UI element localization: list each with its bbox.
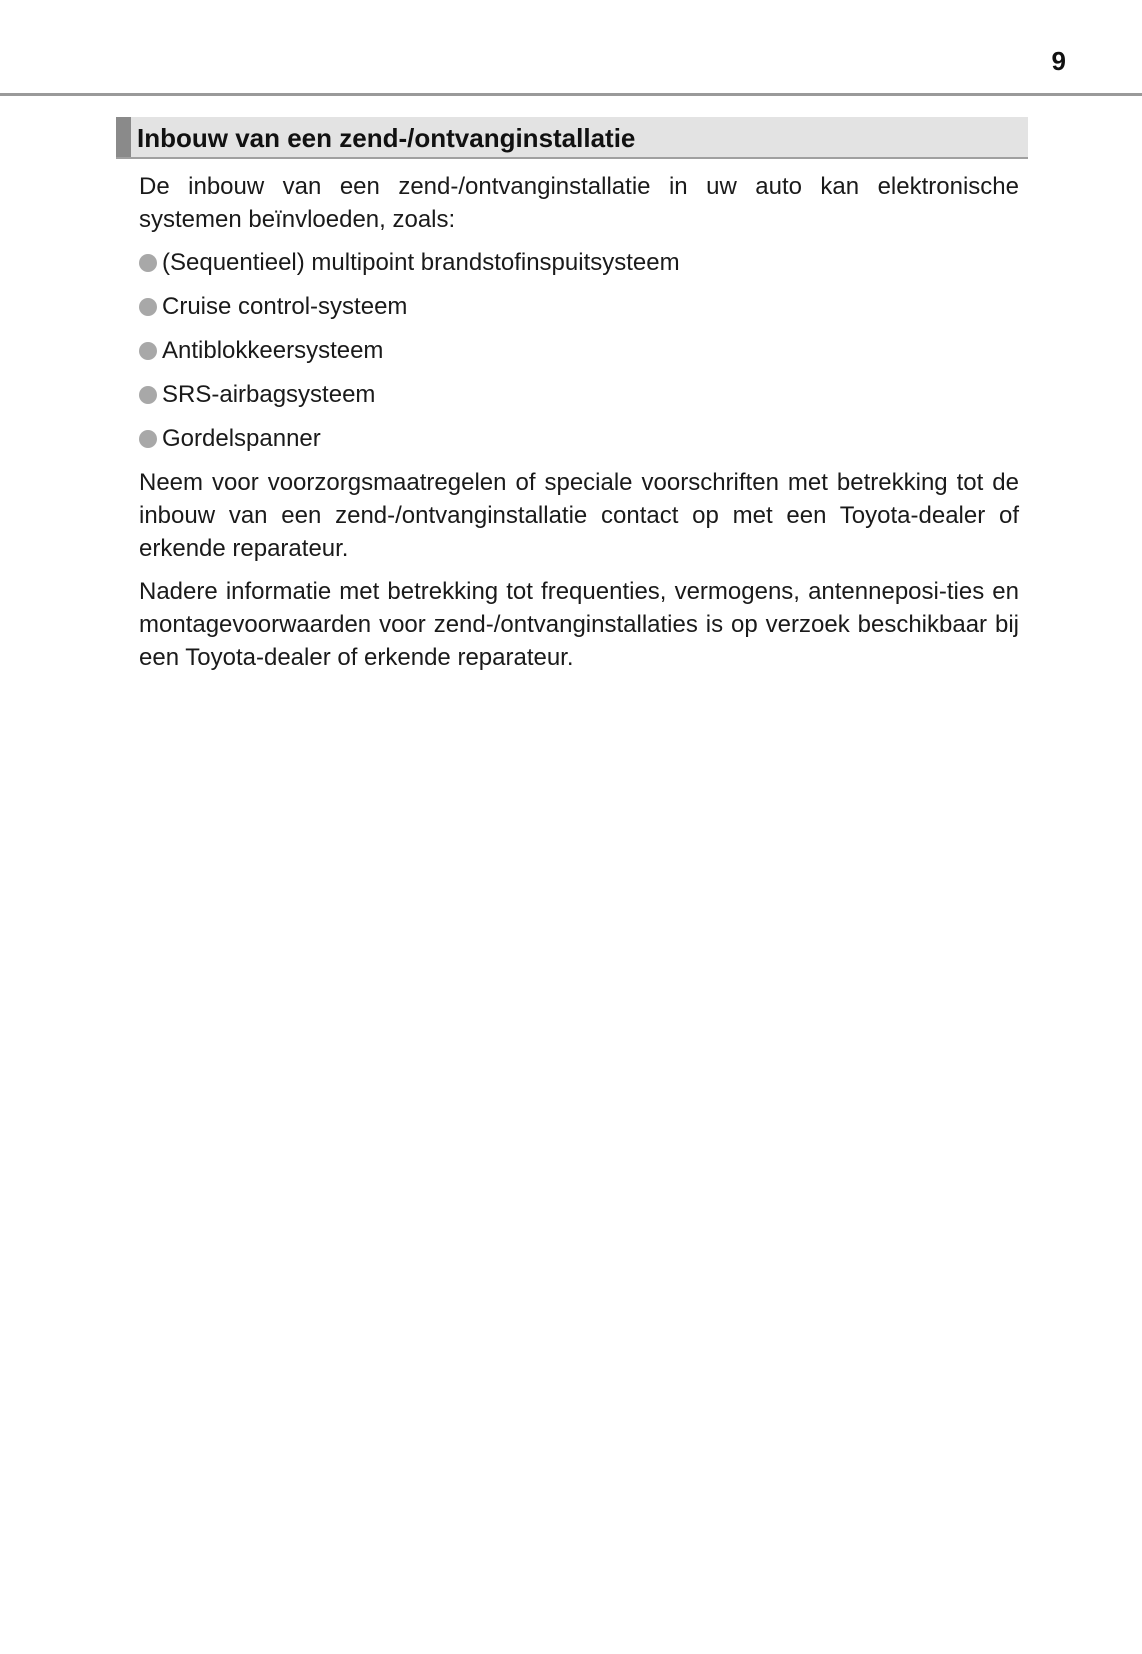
affected-systems-list	[139, 246, 1019, 455]
list-item	[139, 334, 1019, 367]
list-item	[139, 422, 1019, 455]
section-title: Inbouw van een zend-/ontvanginstallatie	[137, 123, 636, 153]
list-item	[139, 246, 1019, 279]
list-item-label: Cruise control-systeem	[162, 293, 408, 320]
list-item	[139, 290, 1019, 323]
bullet-icon	[139, 254, 157, 272]
list-item-label: (Sequentieel) multipoint brandstofinspuitsysteem	[162, 249, 680, 276]
page-number: 9	[1051, 46, 1066, 76]
heading-accent-bar	[116, 117, 131, 157]
precautions-paragraph: Neem voor voorzorgsmaatregelen of speciale voorschriften met betrekking tot de inbouw van een zend-/ontvanginstallatie contact op met een Toyota-dealer of erkende reparateur.	[139, 469, 1019, 562]
intro-paragraph: De inbouw van een zend-/ontvanginstallatie in uw auto kan elektronische systemen beïnvloeden, zoals:	[139, 173, 1019, 233]
list-item-label: SRS-airbagsysteem	[162, 381, 376, 408]
section-heading	[116, 117, 1028, 159]
bullet-icon	[139, 430, 157, 448]
information-paragraph: Nadere informatie met betrekking tot frequenties, vermogens, antenneposi-ties en montagevoorwaarden voor zend-/ontvanginstallaties is op verzoek beschikbaar bij een Toyota-dealer of erkende reparateur.	[139, 578, 1019, 671]
section-content	[139, 170, 1019, 684]
list-item-label: Antiblokkeersysteem	[162, 337, 384, 364]
bullet-icon	[139, 298, 157, 316]
list-item-label: Gordelspanner	[162, 425, 321, 452]
header-rule	[0, 93, 1142, 96]
list-item	[139, 378, 1019, 411]
bullet-icon	[139, 342, 157, 360]
bullet-icon	[139, 386, 157, 404]
